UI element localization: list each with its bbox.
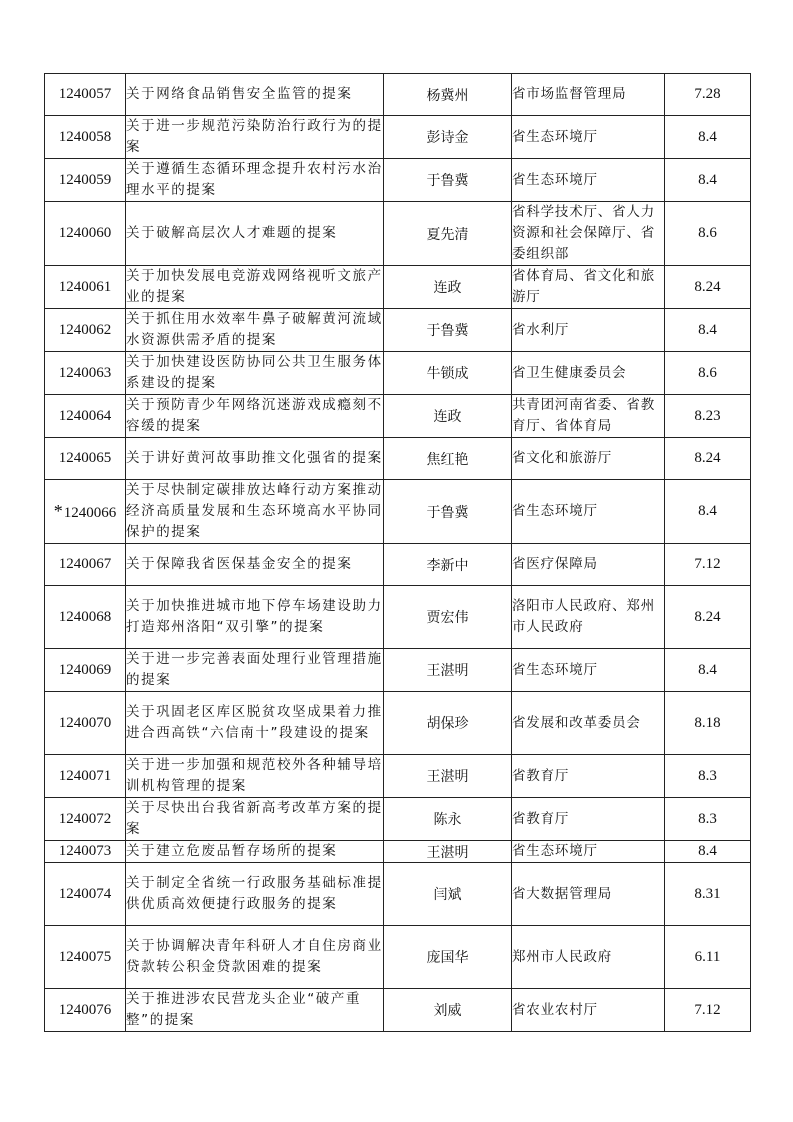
proposal-number — [45, 159, 126, 202]
handling-department: 省生态环境厅 — [512, 649, 665, 692]
handling-department: 省医疗保障局 — [512, 544, 665, 586]
proposal-number — [45, 74, 126, 116]
table-row — [45, 74, 751, 116]
proposal-title: 关于破解高层次人才难题的提案 — [126, 202, 384, 266]
proposal-number — [45, 309, 126, 352]
proposer-name: 杨冀州 — [384, 74, 512, 116]
reply-date: 8.24 — [665, 586, 751, 649]
reply-date: 7.12 — [665, 989, 751, 1032]
proposal-title: 关于保障我省医保基金安全的提案 — [126, 544, 384, 586]
proposal-number-text: 1240076 — [58, 1001, 112, 1018]
asterisk-marker: * — [53, 501, 63, 521]
proposal-title: 关于进一步完善表面处理行业管理措施的提案 — [126, 649, 384, 692]
table-row — [45, 692, 751, 755]
proposal-number — [45, 266, 126, 309]
proposal-title: 关于网络食品销售安全监管的提案 — [126, 74, 384, 116]
handling-department: 省体育局、省文化和旅游厅 — [512, 266, 665, 309]
proposal-number — [45, 926, 126, 989]
proposer-name: 牛锁成 — [384, 352, 512, 395]
reply-date: 8.24 — [665, 438, 751, 480]
proposal-number — [45, 116, 126, 159]
handling-department: 省教育厅 — [512, 755, 665, 798]
proposer-name: 胡保珍 — [384, 692, 512, 755]
proposer-name: 贾宏伟 — [384, 586, 512, 649]
proposal-number — [45, 544, 126, 586]
reply-date: 8.4 — [665, 309, 751, 352]
proposer-name: 连政 — [384, 395, 512, 438]
reply-date: 7.28 — [665, 74, 751, 116]
proposal-title: 关于加快发展电竞游戏网络视听文旅产业的提案 — [126, 266, 384, 309]
proposal-number-text: 1240063 — [58, 364, 112, 381]
table-row — [45, 989, 751, 1032]
proposal-table — [44, 73, 751, 1032]
handling-department: 省大数据管理局 — [512, 863, 665, 926]
reply-date: 8.4 — [665, 159, 751, 202]
proposal-title: 关于遵循生态循环理念提升农村污水治理水平的提案 — [126, 159, 384, 202]
proposal-title: 关于讲好黄河故事助推文化强省的提案 — [126, 438, 384, 480]
table-row — [45, 649, 751, 692]
handling-department: 洛阳市人民政府、郑州市人民政府 — [512, 586, 665, 649]
proposal-number — [45, 586, 126, 649]
table-row — [45, 926, 751, 989]
proposal-number-text: 1240067 — [58, 556, 112, 572]
proposal-number — [45, 395, 126, 438]
proposer-name: 李新中 — [384, 544, 512, 586]
handling-department: 共青团河南省委、省教育厅、省体育局 — [512, 395, 665, 438]
reply-date: 6.11 — [665, 926, 751, 989]
proposer-name: 连政 — [384, 266, 512, 309]
proposer-name: 彭诗金 — [384, 116, 512, 159]
proposer-name: 庞国华 — [384, 926, 512, 989]
proposal-number — [45, 692, 126, 755]
proposal-number-text: 1240075 — [58, 948, 112, 965]
handling-department: 省文化和旅游厅 — [512, 438, 665, 480]
proposal-title: 关于尽快制定碳排放达峰行动方案推动经济高质量发展和生态环境高水平协同保护的提案 — [126, 480, 384, 544]
table-row — [45, 266, 751, 309]
reply-date: 8.4 — [665, 116, 751, 159]
proposal-title: 关于推进涉农民营龙头企业“破产重整”的提案 — [126, 989, 384, 1032]
proposal-title: 关于进一步规范污染防治行政行为的提案 — [126, 116, 384, 159]
table-row — [45, 438, 751, 480]
proposal-number — [45, 755, 126, 798]
reply-date: 8.18 — [665, 692, 751, 755]
handling-department: 省发展和改革委员会 — [512, 692, 665, 755]
handling-department: 省生态环境厅 — [512, 116, 665, 159]
proposer-name: 陈永 — [384, 798, 512, 841]
proposer-name: 王湛明 — [384, 755, 512, 798]
proposal-number-text: 1240064 — [58, 407, 112, 424]
proposal-title: 关于加快推进城市地下停车场建设助力打造郑州洛阳“双引擎”的提案 — [126, 586, 384, 649]
handling-department: 省教育厅 — [512, 798, 665, 841]
table-row — [45, 116, 751, 159]
table-row — [45, 755, 751, 798]
reply-date: 8.4 — [665, 480, 751, 544]
proposal-number-text: 1240059 — [58, 171, 112, 188]
table-row — [45, 309, 751, 352]
proposal-table-body — [45, 74, 751, 1032]
reply-date: 7.12 — [665, 544, 751, 586]
handling-department: 省生态环境厅 — [512, 480, 665, 544]
proposal-number — [45, 438, 126, 480]
proposal-number-text: 1240066 — [63, 505, 117, 521]
reply-date: 8.3 — [665, 755, 751, 798]
proposal-number-text: 1240057 — [58, 86, 112, 102]
proposal-number — [45, 841, 126, 863]
table-row — [45, 352, 751, 395]
proposer-name: 刘威 — [384, 989, 512, 1032]
proposer-name: 王湛明 — [384, 841, 512, 863]
proposal-title: 关于巩固老区库区脱贫攻坚成果着力推进合西高铁“六信南十”段建设的提案 — [126, 692, 384, 755]
proposal-number — [45, 480, 126, 544]
handling-department: 省市场监督管理局 — [512, 74, 665, 116]
table-row — [45, 544, 751, 586]
handling-department: 省农业农村厅 — [512, 989, 665, 1032]
reply-date: 8.24 — [665, 266, 751, 309]
proposal-number — [45, 798, 126, 841]
proposal-title: 关于加快建设医防协同公共卫生服务体系建设的提案 — [126, 352, 384, 395]
proposal-number — [45, 649, 126, 692]
table-row — [45, 798, 751, 841]
proposal-title: 关于尽快出台我省新高考改革方案的提案 — [126, 798, 384, 841]
proposer-name: 夏先清 — [384, 202, 512, 266]
proposal-number — [45, 202, 126, 266]
table-row — [45, 202, 751, 266]
proposal-number-text: 1240068 — [58, 608, 112, 625]
reply-date: 8.6 — [665, 352, 751, 395]
proposal-title: 关于进一步加强和规范校外各种辅导培训机构管理的提案 — [126, 755, 384, 798]
proposal-title: 关于制定全省统一行政服务基础标准提供优质高效便捷行政服务的提案 — [126, 863, 384, 926]
proposal-number-text: 1240073 — [58, 843, 112, 859]
proposal-title: 关于协调解决青年科研人才自住房商业贷款转公积金贷款困难的提案 — [126, 926, 384, 989]
proposal-number — [45, 352, 126, 395]
proposal-number-text: 1240065 — [58, 450, 112, 466]
table-row — [45, 586, 751, 649]
handling-department: 省水利厅 — [512, 309, 665, 352]
reply-date: 8.6 — [665, 202, 751, 266]
handling-department: 省科学技术厅、省人力资源和社会保障厅、省委组织部 — [512, 202, 665, 266]
reply-date: 8.23 — [665, 395, 751, 438]
proposal-number-text: 1240060 — [58, 225, 112, 241]
proposal-number-text: 1240072 — [58, 810, 112, 827]
reply-date: 8.3 — [665, 798, 751, 841]
proposal-number-text: 1240069 — [58, 661, 112, 678]
handling-department: 省卫生健康委员会 — [512, 352, 665, 395]
proposer-name: 王湛明 — [384, 649, 512, 692]
proposal-number-text: 1240074 — [58, 885, 112, 902]
handling-department: 省生态环境厅 — [512, 841, 665, 863]
table-row — [45, 841, 751, 863]
reply-date: 8.31 — [665, 863, 751, 926]
proposal-title: 关于建立危废品暂存场所的提案 — [126, 841, 384, 863]
reply-date: 8.4 — [665, 841, 751, 863]
proposer-name: 焦红艳 — [384, 438, 512, 480]
proposer-name: 于鲁冀 — [384, 480, 512, 544]
reply-date: 8.4 — [665, 649, 751, 692]
table-row — [45, 395, 751, 438]
proposal-number-text: 1240070 — [58, 714, 112, 731]
proposal-number-text: 1240058 — [58, 128, 112, 145]
handling-department: 郑州市人民政府 — [512, 926, 665, 989]
proposer-name: 于鲁冀 — [384, 159, 512, 202]
proposal-title: 关于抓住用水效率牛鼻子破解黄河流域水资源供需矛盾的提案 — [126, 309, 384, 352]
handling-department: 省生态环境厅 — [512, 159, 665, 202]
proposer-name: 于鲁冀 — [384, 309, 512, 352]
table-row — [45, 480, 751, 544]
proposal-number — [45, 989, 126, 1032]
proposal-number-text: 1240062 — [58, 321, 112, 338]
proposer-name: 闫斌 — [384, 863, 512, 926]
proposal-number-text: 1240071 — [58, 767, 112, 784]
proposal-number-text: 1240061 — [58, 278, 112, 295]
proposal-number — [45, 863, 126, 926]
table-row — [45, 863, 751, 926]
proposal-title: 关于预防青少年网络沉迷游戏成瘾刻不容缓的提案 — [126, 395, 384, 438]
table-row — [45, 159, 751, 202]
